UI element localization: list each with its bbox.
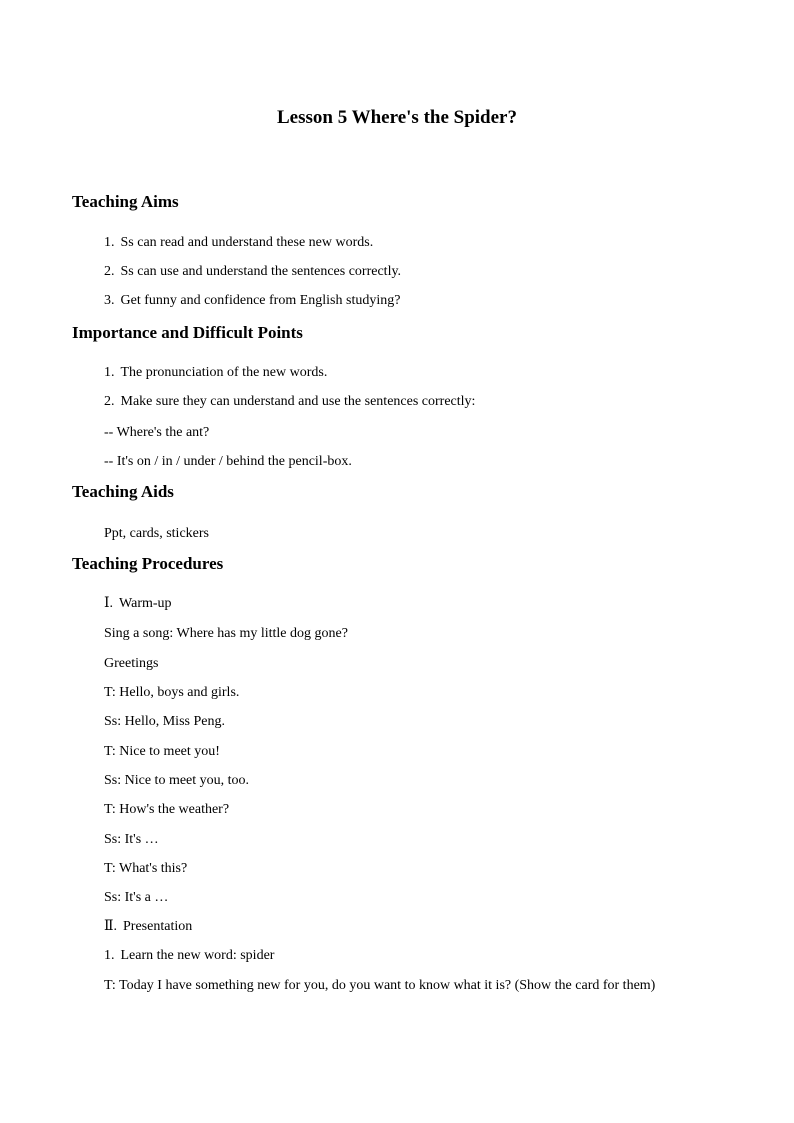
aim-item: [104, 263, 401, 281]
step-number: Ⅰ.: [104, 596, 114, 611]
dialogue-line: T: What's this?: [104, 861, 188, 876]
point-text: Make sure they can understand and use the sentences correctly:: [120, 394, 476, 409]
dialogue-line: Ss: It's a …: [104, 890, 169, 905]
point-number: 2.: [104, 394, 115, 409]
heading-teaching-procedures: Teaching Procedures: [72, 554, 224, 573]
point-item: [104, 364, 327, 382]
aids-text: Ppt, cards, stickers: [104, 526, 209, 541]
aim-number: 2.: [104, 264, 115, 279]
dialogue-line: T: Hello, boys and girls.: [104, 685, 240, 700]
dialogue-line: Sing a song: Where has my little dog gone?: [104, 626, 348, 641]
step-title: Warm-up: [119, 596, 172, 611]
point-item: [104, 393, 475, 411]
dialogue-line: Ss: Nice to meet you, too.: [104, 773, 250, 788]
sub-step: [104, 947, 274, 965]
point-number: 1.: [104, 365, 115, 380]
procedure-paragraph: T: Today I have something new for you, do you want to know what it is? (Show the card for them): [104, 978, 656, 993]
dialogue-line: Ss: Hello, Miss Peng.: [104, 714, 225, 729]
aim-text: Ss can read and understand these new words.: [120, 235, 374, 250]
heading-teaching-aims: Teaching Aims: [72, 192, 179, 211]
page-title: Lesson 5 Where's the Spider?: [277, 107, 517, 128]
dialogue-line: T: Nice to meet you!: [104, 744, 220, 759]
step-title: Presentation: [123, 919, 193, 934]
aim-text: Ss can use and understand the sentences correctly.: [120, 264, 402, 279]
procedure-step: [104, 595, 172, 613]
example-sentence: -- Where's the ant?: [104, 425, 210, 440]
procedure-step: [104, 918, 192, 936]
point-text: The pronunciation of the new words.: [120, 365, 328, 380]
dialogue-line: T: How's the weather?: [104, 802, 230, 817]
step-number: Ⅱ.: [104, 919, 118, 934]
aim-number: 1.: [104, 235, 115, 250]
sub-step-title: Learn the new word: spider: [120, 948, 275, 963]
aim-text: Get funny and confidence from English studying?: [120, 293, 401, 308]
dialogue-line: Ss: It's …: [104, 832, 159, 847]
dialogue-line: Greetings: [104, 656, 159, 671]
example-sentence: -- It's on / in / under / behind the pencil-box.: [104, 454, 352, 469]
sub-step-number: 1.: [104, 948, 115, 963]
aim-number: 3.: [104, 293, 115, 308]
heading-importance-points: Importance and Difficult Points: [72, 323, 303, 342]
aim-item: [104, 234, 373, 252]
heading-teaching-aids: Teaching Aids: [72, 482, 174, 501]
aim-item: [104, 292, 400, 310]
